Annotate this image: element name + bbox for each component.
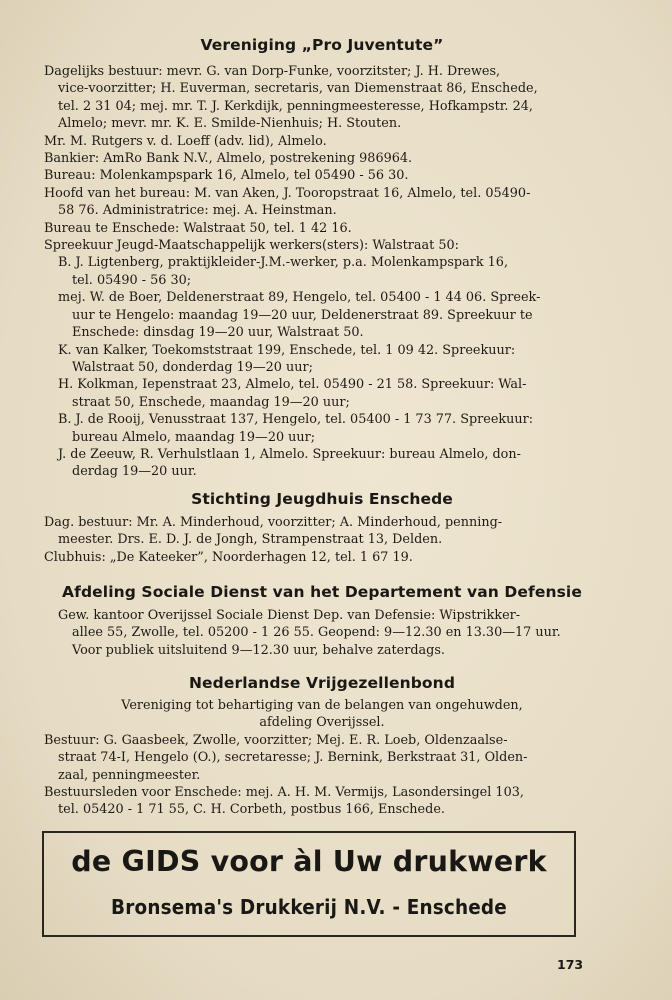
intro-paragraph xyxy=(44,697,600,732)
advertisement-title: de GIDS voor àl Uw drukwerk xyxy=(71,845,547,878)
section-sociale-dienst xyxy=(44,583,600,659)
paragraph xyxy=(44,220,600,237)
text-line: Dagelijks bestuur: mevr. G. van Dorp-Funke, voorzitster; J. H. Drewes, xyxy=(44,64,501,79)
text-line: Gew. kantoor Overijssel Sociale Dienst Dep. van Defensie: Wipstrikker- xyxy=(58,608,521,623)
text-line: Walstraat 50, donderdag 19—20 uur; xyxy=(72,359,313,375)
text-line: uur te Hengelo: maandag 19—20 uur, Deldenerstraat 89. Spreekuur te xyxy=(72,307,533,323)
section-heading: Nederlandse Vrijgezellenbond xyxy=(188,674,456,692)
text-line: tel. 05420 - 1 71 55, C. H. Corbeth, postbus 166, Enschede. xyxy=(58,802,445,818)
text-line: tel. 05490 - 56 30; xyxy=(72,272,192,288)
text-line: straat 74-I, Hengelo (O.), secretaresse; J. Bernink, Berkstraat 31, Olden- xyxy=(58,750,528,766)
advertisement-subtitle: Bronsema's Drukkerij N.V. - Enschede xyxy=(111,895,507,919)
paragraph xyxy=(44,446,600,481)
text-line: meester. Drs. E. D. J. de Jongh, Strampenstraat 13, Delden. xyxy=(58,532,443,548)
text-line: Vereniging tot behartiging van de belangen van ongehuwden, xyxy=(121,698,523,713)
text-line: Spreekuur Jeugd-Maatschappelijk werkers(sters): Walstraat 50: xyxy=(44,238,459,254)
paragraph xyxy=(44,254,600,289)
section-vrijgezellenbond xyxy=(44,674,600,819)
section-heading: Afdeling Sociale Dienst van het Departement van Defensie xyxy=(62,583,582,601)
text-line: Dag. bestuur: Mr. A. Minderhoud, voorzitter; A. Minderhoud, penning- xyxy=(44,515,503,530)
text-line: Clubhuis: „De Kateeker”, Noorderhagen 12, tel. 1 67 19. xyxy=(44,549,413,565)
text-line: Bestuursleden voor Enschede: mej. A. H. M. Vermijs, Lasondersingel 103, xyxy=(44,785,524,801)
text-line: Bureau: Molenkampspark 16, Almelo, tel 05490 - 56 30. xyxy=(44,168,409,184)
text-line: mej. W. de Boer, Deldenerstraat 89, Hengelo, tel. 05400 - 1 44 06. Spreek- xyxy=(58,290,541,306)
text-line: derdag 19—20 uur. xyxy=(72,464,197,480)
paragraph xyxy=(44,549,600,566)
paragraph xyxy=(44,133,600,150)
paragraph xyxy=(44,342,600,377)
text-line: Mr. M. Rutgers v. d. Loeff (adv. lid), Almelo. xyxy=(44,133,327,149)
text-line: K. van Kalker, Toekomststraat 199, Enschede, tel. 1 09 42. Spreekuur: xyxy=(58,342,516,358)
paragraph xyxy=(44,289,600,341)
text-line: vice-voorzitter; H. Euverman, secretaris, van Diemenstraat 86, Enschede, xyxy=(58,81,538,97)
text-line: J. de Zeeuw, R. Verhulstlaan 1, Almelo. Spreekuur: bureau Almelo, don- xyxy=(58,446,521,462)
paragraph xyxy=(44,784,600,819)
advertisement-box xyxy=(42,831,576,937)
section-heading: Stichting Jeugdhuis Enschede xyxy=(191,490,453,508)
page-number: 173 xyxy=(557,957,584,972)
section-heading: Vereniging „Pro Juventute” xyxy=(200,36,444,54)
paragraph xyxy=(44,376,600,411)
text-line: B. J. de Rooij, Venusstraat 137, Hengelo, tel. 05400 - 1 73 77. Spreekuur: xyxy=(58,412,534,428)
paragraph xyxy=(44,167,600,184)
text-line: Voor publiek uitsluitend 9—12.30 uur, behalve zaterdags. xyxy=(72,642,445,658)
text-line: tel. 2 31 04; mej. mr. T. J. Kerkdijk, penningmeesteresse, Hofkampstr. 24, xyxy=(58,98,533,114)
text-line: Almelo; mevr. mr. K. E. Smilde-Nienhuis; H. Stouten. xyxy=(58,116,402,132)
paragraph xyxy=(44,411,600,446)
text-line: zaal, penningmeester. xyxy=(58,767,201,783)
section-pro-juventute xyxy=(44,36,600,481)
section-jeugdhuis xyxy=(44,490,600,566)
text-line: allee 55, Zwolle, tel. 05200 - 1 26 55. Geopend: 9—12.30 en 13.30—17 uur. xyxy=(72,625,561,641)
text-line: Bureau te Enschede: Walstraat 50, tel. 1 42 16. xyxy=(44,220,352,236)
paragraph xyxy=(44,63,600,133)
text-line: B. J. Ligtenberg, praktijkleider-J.M.-werker, p.a. Molenkampspark 16, xyxy=(58,255,509,271)
paragraph xyxy=(44,514,600,549)
paragraph xyxy=(44,237,600,254)
text-line: Bestuur: G. Gaasbeek, Zwolle, voorzitter; Mej. E. R. Loeb, Oldenzaalse- xyxy=(44,732,508,748)
text-line: Bankier: AmRo Bank N.V., Almelo, postrekening 986964. xyxy=(44,151,413,167)
text-line: bureau Almelo, maandag 19—20 uur; xyxy=(72,429,316,445)
text-line: H. Kolkman, Iepenstraat 23, Almelo, tel. 05490 - 21 58. Spreekuur: Wal- xyxy=(58,377,527,393)
paragraph xyxy=(44,185,600,220)
paragraph xyxy=(44,732,600,784)
text-line: afdeling Overijssel. xyxy=(259,715,385,731)
text-line: Enschede: dinsdag 19—20 uur, Walstraat 50. xyxy=(72,325,364,341)
paragraph xyxy=(44,150,600,167)
paragraph xyxy=(44,607,600,659)
text-line: Hoofd van het bureau: M. van Aken, J. Tooropstraat 16, Almelo, tel. 05490- xyxy=(44,185,531,201)
text-line: straat 50, Enschede, maandag 19—20 uur; xyxy=(72,394,350,410)
text-line: 58 76. Administratrice: mej. A. Heinstman. xyxy=(58,203,337,219)
